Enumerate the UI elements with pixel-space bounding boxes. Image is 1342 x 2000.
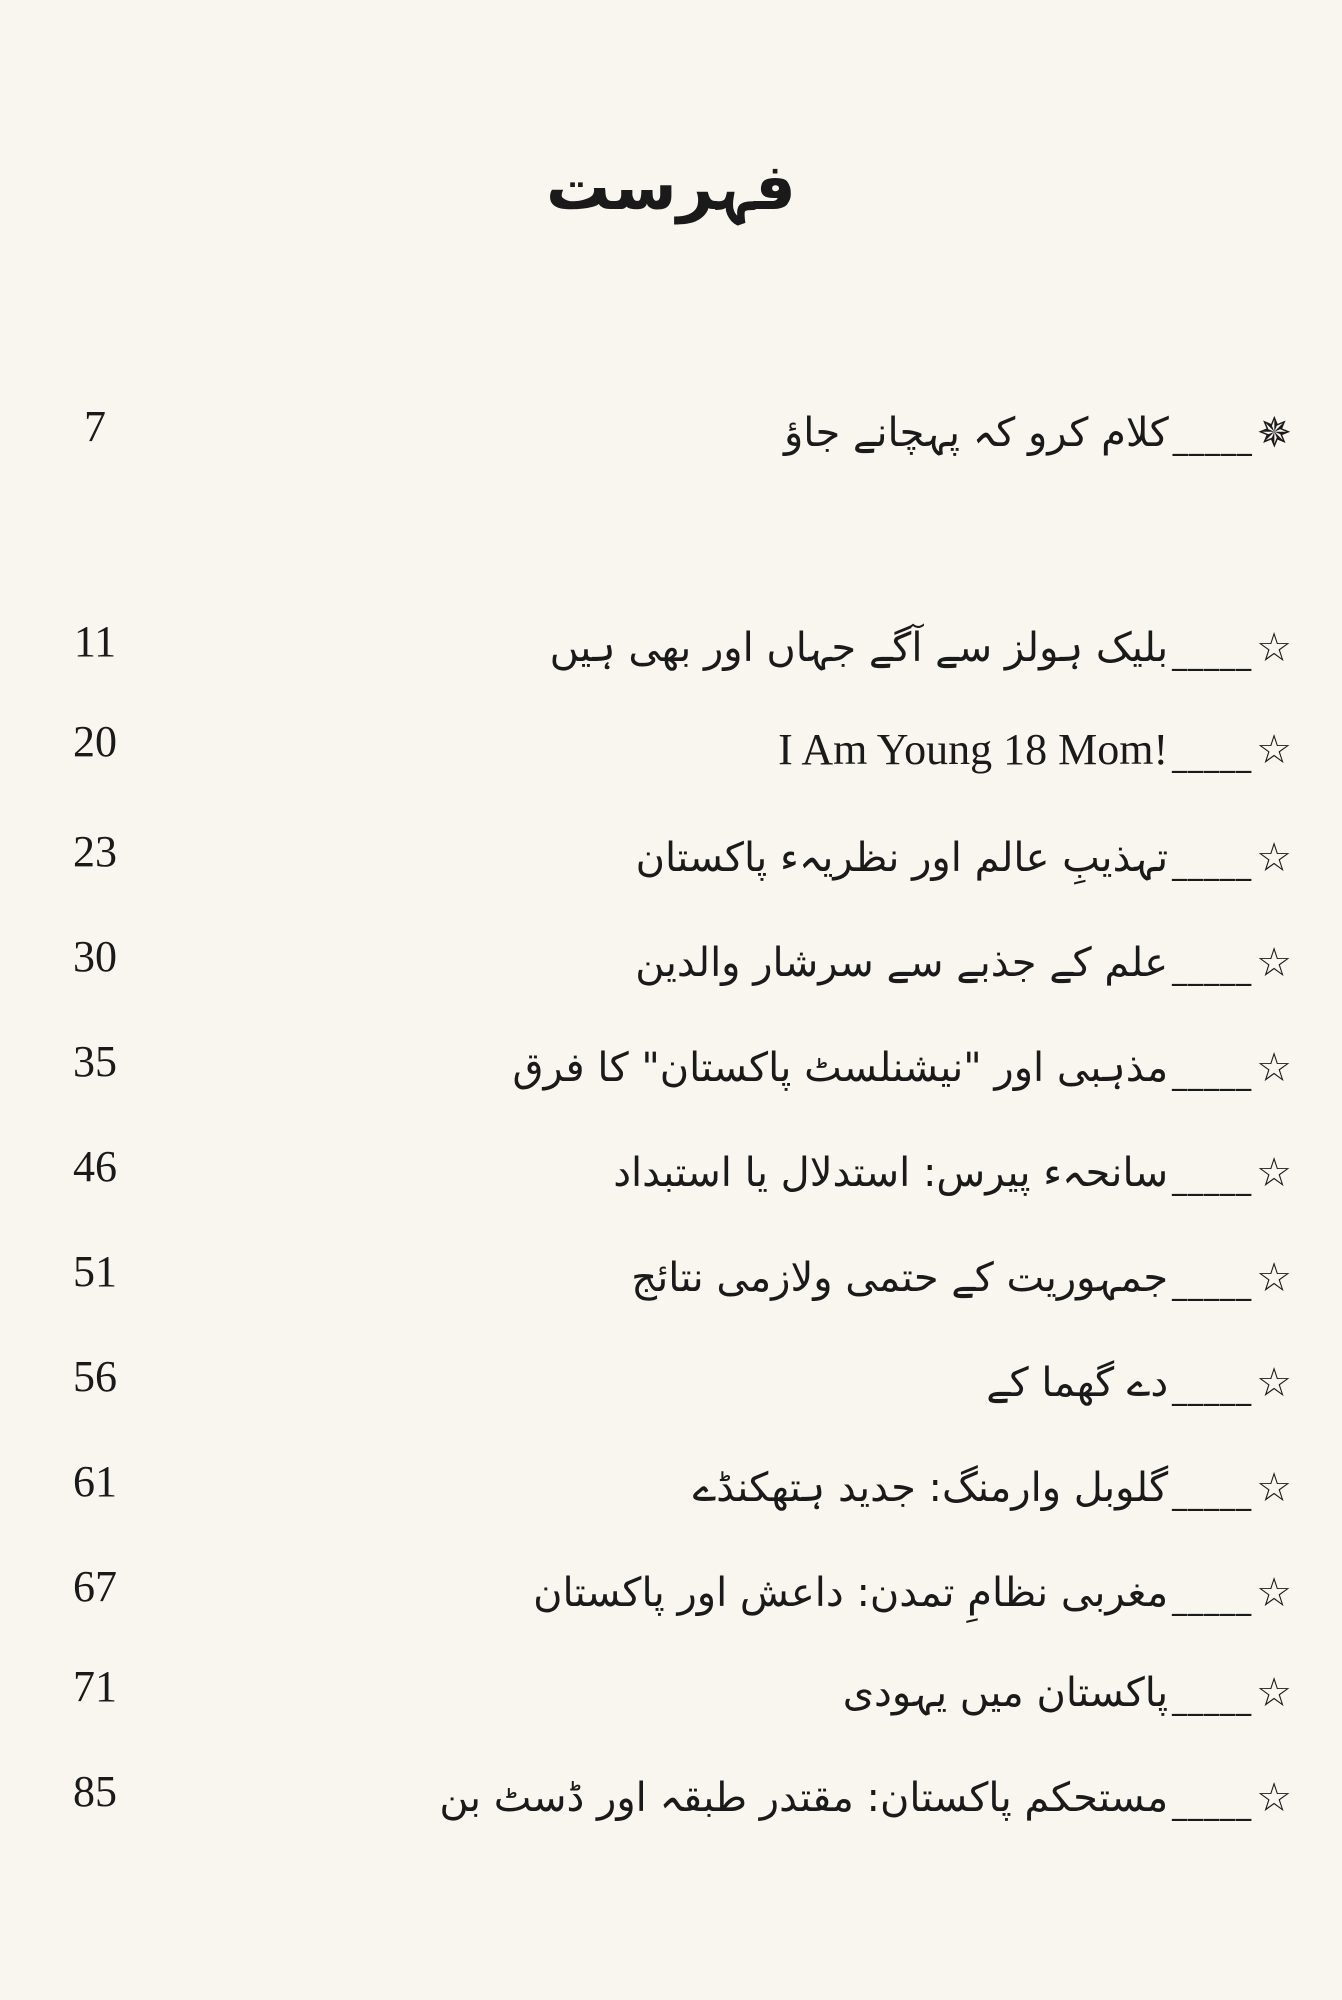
toc-entry — [0, 827, 1342, 910]
toc-entry-title: مذہبی اور "نیشنلسٹ پاکستان" کا فرق — [512, 1045, 1169, 1091]
toc-entry-title: گلوبل وارمنگ: جدید ہتھکنڈے — [692, 1465, 1169, 1511]
star-icon: ☆ — [1256, 835, 1292, 881]
leader-dashes: _____ — [1172, 1056, 1253, 1092]
toc-entry — [0, 1562, 1342, 1645]
leader-dashes: _____ — [1172, 846, 1253, 882]
star-icon: ☆ — [1256, 1255, 1292, 1301]
toc-page-number: 20 — [73, 717, 117, 766]
toc-entry-line — [613, 1149, 1292, 1197]
star-icon: ☆ — [1256, 727, 1292, 774]
toc-entry — [0, 1037, 1342, 1120]
toc-entry-line — [550, 624, 1292, 672]
toc-entry — [0, 932, 1342, 1015]
star-icon: ☆ — [1256, 625, 1292, 671]
leader-dashes: _____ — [1172, 1681, 1253, 1717]
toc-page-number: 23 — [73, 827, 117, 876]
toc-entry-line — [693, 1464, 1292, 1512]
leader-dashes: _____ — [1172, 1581, 1253, 1617]
toc-page-number: 35 — [73, 1037, 117, 1086]
toc-entry — [0, 1662, 1342, 1745]
toc-entry-line — [439, 1774, 1292, 1822]
leader-dashes: _____ — [1172, 1266, 1253, 1302]
page-title: فہرست — [546, 151, 796, 225]
toc-entry-line — [631, 1254, 1292, 1302]
toc-entry-line — [636, 834, 1292, 882]
toc-page-number: 30 — [73, 932, 117, 981]
toc-page-number: 61 — [73, 1457, 117, 1506]
toc-entry — [0, 1247, 1342, 1330]
star-icon: ☆ — [1256, 1670, 1292, 1716]
toc-entry-title: علم کے جذبے سے سرشار والدین — [635, 940, 1169, 986]
toc-page-number: 56 — [73, 1352, 117, 1401]
toc-entry-title: بلیک ہولز سے آگے جہاں اور بھی ہیں — [549, 625, 1169, 671]
ornament-star-icon: ✵ — [1256, 408, 1292, 457]
leader-dashes: _____ — [1172, 951, 1253, 987]
leader-dashes: _____ — [1172, 1476, 1253, 1512]
toc-entry-line — [635, 939, 1292, 987]
toc-entry-line — [533, 1569, 1292, 1617]
star-icon: ☆ — [1256, 1360, 1292, 1406]
toc-entry-title: تہذیبِ عالم اور نظریہء پاکستان — [635, 835, 1169, 881]
star-icon: ☆ — [1256, 940, 1292, 986]
star-icon: ☆ — [1256, 1465, 1292, 1511]
toc-page-number: 46 — [73, 1142, 117, 1191]
toc-entry — [0, 1352, 1342, 1435]
toc-entry-title: پاکستان میں یہودی — [842, 1670, 1169, 1716]
star-icon: ☆ — [1256, 1775, 1292, 1821]
leader-dashes: _____ — [1172, 421, 1253, 457]
toc-entry — [0, 1457, 1342, 1540]
toc-page-number: 51 — [73, 1247, 117, 1296]
toc-entry — [0, 1767, 1342, 1850]
toc-entry-title: سانحہء پیرس: استدلال یا استبداد — [613, 1150, 1169, 1196]
star-icon: ☆ — [1256, 1045, 1292, 1091]
leader-dashes: _____ — [1172, 1786, 1253, 1822]
toc-entry-line — [512, 1044, 1292, 1092]
toc-page-number: 67 — [73, 1562, 117, 1611]
toc-entry — [0, 617, 1342, 700]
toc-page-number: 11 — [73, 617, 117, 666]
toc-page-number: 7 — [84, 402, 106, 451]
toc-entry-title: مغربی نظامِ تمدن: داعش اور پاکستان — [533, 1570, 1169, 1616]
toc-entry-line — [986, 1359, 1292, 1407]
toc-entry-line — [778, 724, 1292, 777]
leader-dashes: _____ — [1172, 1371, 1253, 1407]
toc-entry-title: مستحکم پاکستان: مقتدر طبقہ اور ڈسٹ بن — [439, 1775, 1169, 1821]
toc-entry-title: جمہوریت کے حتمی ولازمی نتائج — [631, 1255, 1169, 1301]
toc-entry-line — [784, 409, 1292, 457]
toc-entry-title: دے گھما کے — [986, 1360, 1169, 1406]
toc-page-number: 71 — [73, 1662, 117, 1711]
toc-entry-title: کلام کرو کہ پہچانے جاؤ — [783, 410, 1169, 456]
toc-entry-title: I Am Young 18 Mom! — [778, 725, 1169, 774]
toc-page-number: 85 — [73, 1767, 117, 1816]
leader-dashes: _____ — [1172, 1161, 1253, 1197]
leader-dashes: _____ — [1172, 738, 1253, 774]
star-icon: ☆ — [1256, 1150, 1292, 1196]
toc-entry — [0, 402, 1342, 485]
leader-dashes: _____ — [1172, 636, 1253, 672]
star-icon: ☆ — [1256, 1570, 1292, 1616]
toc-entry-line — [843, 1669, 1292, 1717]
toc-entry — [0, 1142, 1342, 1225]
toc-entry — [0, 717, 1342, 800]
